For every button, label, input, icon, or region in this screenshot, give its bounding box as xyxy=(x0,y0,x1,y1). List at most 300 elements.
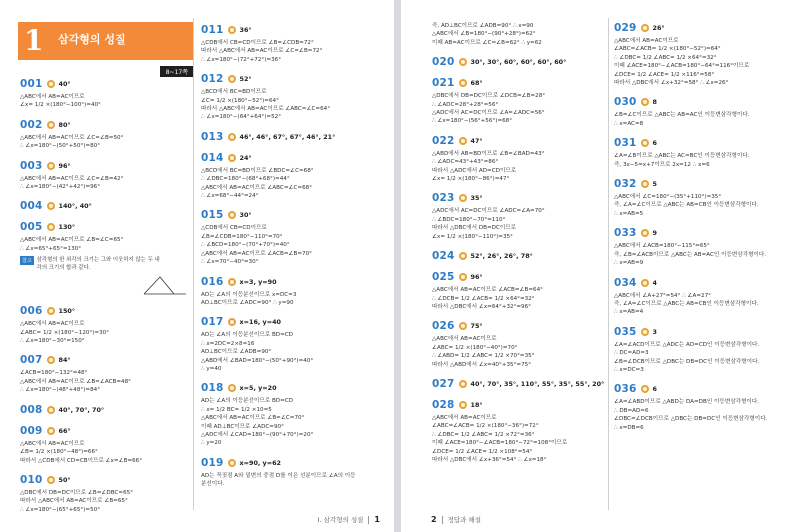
solution-line: △BCD에서 BC=BD이므로 xyxy=(201,89,267,96)
problem-number: 012 xyxy=(201,73,224,86)
problem-number: 001 xyxy=(20,78,43,90)
footer-divider xyxy=(368,516,369,524)
solution-line: △ABD에서 ∠BAD=180°−(50°+90°)=40° xyxy=(201,357,314,364)
problem xyxy=(20,160,195,192)
answer-dot-icon xyxy=(641,98,649,106)
problem xyxy=(201,24,391,64)
solution-line: △ABC에서 AB=AC이므로 xyxy=(20,94,85,100)
solution-line: ∠ABC=∠ACB= 1/2 ×(180°−52°)=64° xyxy=(614,46,721,53)
problem xyxy=(20,200,195,212)
solution-line: 따라서 △DBC에서 ∠x+32°=58° ∴ ∠x=26° xyxy=(614,80,729,87)
solution-line: ∠B=∠C이므로 △ABC는 AB=AC인 이등변삼각형이다. xyxy=(614,112,750,119)
problem-answer: x=3, y=90 xyxy=(239,277,277,286)
problem-answer: 5 xyxy=(652,180,657,189)
problem-answer: 40° xyxy=(58,80,71,88)
problem-answer: 40°, 70°, 35°, 110°, 55°, 35°, 55°, 20° xyxy=(470,379,605,388)
solution-line: 따라서 △ABC에서 AB=AC이므로 ∠ABC=∠C=64° xyxy=(201,106,331,113)
problem-header xyxy=(201,382,391,394)
solution-line: ∠x= 1/2 ×(180°−110°)=35° xyxy=(432,233,513,240)
problem-header xyxy=(614,383,792,395)
solution-line: △DBC에서 DB=DC이므로 ∠B=∠DBC=65° xyxy=(20,489,133,496)
note-box xyxy=(20,256,195,272)
solution-line: ∠ABC=∠ACB= 1/2 ×(180°−36°)=72° xyxy=(432,423,539,430)
problem-answer: 84° xyxy=(58,356,71,365)
solution-line: ∠A=∠ACD이므로 △ADC는 AD=CD인 이등변삼각형이다. xyxy=(614,341,760,348)
column-divider xyxy=(608,18,609,510)
solution-line: 따라서 △ABD에서 ∠x=40°+35°=75° xyxy=(432,361,531,368)
right-column-1 xyxy=(432,0,607,532)
problem-header xyxy=(432,56,607,68)
problem-number: 030 xyxy=(614,96,637,109)
solution-line: ∠DCE= 1/2 ∠ACE= 1/2 ×108°=54° xyxy=(432,448,533,455)
right-page xyxy=(401,0,795,532)
solution-line: ∴ ∠x=180°−(64°+64°)=52° xyxy=(201,114,281,121)
answer-dot-icon xyxy=(47,356,55,364)
problem xyxy=(432,320,607,369)
problem xyxy=(201,131,391,143)
solution-line: 따라서 △ADC에서 AD=CD이므로 xyxy=(432,167,517,174)
problem xyxy=(20,221,195,296)
left-column-2 xyxy=(201,0,391,532)
solution-line: ∴ x= 1/2 BC= 1/2 ×10=5 xyxy=(201,406,272,413)
problem-answer: 47° xyxy=(470,136,483,145)
solution-line: ∴ x=AB=9 xyxy=(614,260,644,267)
solution-line: △ABC에서 AB=AC이므로 ∠B=∠C=65° xyxy=(20,237,124,244)
problem-header xyxy=(201,73,391,85)
problem-header xyxy=(20,305,195,317)
solution-line: △ABC에서 AB=AC이므로 ∠B=∠ACB=48° xyxy=(20,378,131,385)
solution-line: 즉, ∠A=∠C이므로 △ABC는 AB=CB인 이등변삼각형이다. xyxy=(614,202,759,209)
problem-number: 013 xyxy=(201,130,224,143)
problem-header xyxy=(201,209,391,221)
problem-header xyxy=(201,457,391,469)
problem xyxy=(432,22,607,47)
footer-chapter: I. 삼각형의 성질 xyxy=(317,516,364,524)
solution-line: 이때 ∠ACE=180°−∠ACB=180°−64°=116°이므로 xyxy=(614,63,750,70)
answer-dot-icon xyxy=(47,223,55,231)
solution-line: ∴ y=20 xyxy=(201,440,222,447)
problem-header xyxy=(614,277,792,289)
problem-header xyxy=(614,96,792,108)
solution-line: 즉, ∠A=∠C이므로 △ABC는 AB=CB인 이등변삼각형이다. xyxy=(614,300,759,307)
answer-dot-icon xyxy=(47,427,55,435)
problem-number: 011 xyxy=(201,24,224,36)
left-column-1 xyxy=(20,0,195,532)
problem-number: 031 xyxy=(614,137,637,150)
problem xyxy=(201,276,391,308)
problem-number: 010 xyxy=(20,473,43,486)
problem-answer: 6 xyxy=(652,139,657,148)
problem xyxy=(201,457,391,489)
solution-line: ∴ ∠x=180°−(65°+65°)=50° xyxy=(20,506,100,513)
solution-line: ∠B=∠CDB=180°−110°=70° xyxy=(201,233,283,240)
problem-answer: 66° xyxy=(58,426,71,435)
problem-number: 024 xyxy=(432,250,455,263)
answer-dot-icon xyxy=(47,162,55,170)
problem-answer: 30° xyxy=(239,211,252,220)
solution-line: ∠ABC= 1/2 ×(180°−120°)=30° xyxy=(20,329,110,336)
answer-dot-icon xyxy=(228,459,236,467)
solution-line: △ABC에서 AB=AC이므로 xyxy=(20,440,85,447)
solution-line: ∴ ∠BCD=180°−(70°+70°)=40° xyxy=(201,242,290,249)
answer-dot-icon xyxy=(459,79,467,87)
answer-dot-icon xyxy=(641,139,649,147)
problem-answer: 6 xyxy=(652,385,657,394)
answer-dot-icon xyxy=(47,121,55,129)
problem xyxy=(432,192,607,241)
answer-dot-icon xyxy=(47,406,55,414)
solution-line: △ABC에서 ∠C=180°−(35°+110°)=35° xyxy=(614,194,722,201)
problem-answer: 36° xyxy=(239,26,252,34)
answer-dot-icon xyxy=(228,26,236,34)
problem-answer: 46°, 46°, 67°, 67°, 46°, 21° xyxy=(239,132,336,141)
solution-line: ∠B= 1/2 ×(180°−48°)=66° xyxy=(20,449,98,456)
problem-header xyxy=(432,135,607,147)
solution-line: ∴ x=2DC=2×8=16 xyxy=(201,340,255,347)
problem-answer: 35° xyxy=(470,194,483,203)
problem-number: 029 xyxy=(614,22,637,34)
section-pages: 8~17쪽 xyxy=(160,66,194,77)
solution-line: 따라서 △DBC에서 ∠x=64°+32°=96° xyxy=(432,303,531,310)
problem xyxy=(432,399,607,464)
problem-number: 021 xyxy=(432,77,455,90)
problem-number: 009 xyxy=(20,424,43,437)
problem-header xyxy=(20,119,195,131)
problem-number: 033 xyxy=(614,227,637,240)
problem-header xyxy=(20,474,195,486)
answer-dot-icon xyxy=(641,229,649,237)
problem-header xyxy=(20,200,195,212)
problem xyxy=(20,354,195,394)
solution-line: ∠A=∠B이므로 △ABC는 AC=BC인 이등변삼각형이다. xyxy=(614,153,750,160)
solution-line: ∴ x=DB=6 xyxy=(614,424,644,431)
problem-number: 034 xyxy=(614,276,637,289)
solution-line: △ABC에서 ∠ACB=180°−115°=65° xyxy=(614,243,710,250)
solution-line: ∴ ∠x=180°−(56°+56°)=68° xyxy=(432,118,512,125)
solution-line: AD는 ∠A의 이등분선이므로 BD=CD xyxy=(201,332,293,339)
solution-line: 즉, 3x−5=x+7이므로 2x=12 ∴ x=6 xyxy=(614,161,710,168)
answer-dot-icon xyxy=(641,279,649,287)
solution-line: 이때 ∠ACE=180°−∠ACB=180°−72°=108°이므로 xyxy=(432,440,568,447)
solution-line: ∴ ∠x=180°−30°=150° xyxy=(20,338,85,345)
solution-line: AD는 ∠A의 이등분선이므로 BD=CD xyxy=(201,398,293,405)
problem xyxy=(20,305,195,345)
problem-number: 023 xyxy=(432,192,455,205)
problem-number: 020 xyxy=(432,56,455,69)
problem-header xyxy=(432,77,607,89)
left-page xyxy=(0,0,394,532)
problem-number: 004 xyxy=(20,200,43,213)
answer-dot-icon xyxy=(459,137,467,145)
problem-answer: x=16, y=40 xyxy=(239,318,281,327)
solution-line: ∴ ∠DCB= 1/2 ∠ACB= 1/2 ×64°=32° xyxy=(432,295,535,302)
answer-dot-icon xyxy=(459,322,467,330)
answer-dot-icon xyxy=(228,384,236,392)
answer-dot-icon xyxy=(641,180,649,188)
solution-line: ∠DCE= 1/2 ∠ACE= 1/2 ×116°=58° xyxy=(614,71,715,78)
problem-header xyxy=(432,192,607,204)
problem-number: 002 xyxy=(20,118,43,131)
answer-dot-icon xyxy=(47,80,55,88)
problem-answer: 96° xyxy=(58,161,71,170)
answer-dot-icon xyxy=(459,380,467,388)
problem xyxy=(614,227,792,267)
answer-dot-icon xyxy=(47,476,55,484)
problem-answer: 75° xyxy=(470,322,483,331)
problem-number: 036 xyxy=(614,383,637,396)
solution-line: 이때 AD⊥BC이므로 ∠ADC=90° xyxy=(201,423,284,430)
problem-answer: 130° xyxy=(58,223,76,232)
problem xyxy=(201,73,391,122)
solution-line: △CDB에서 CB=CD이므로 ∠B=∠CDB=72° xyxy=(201,40,314,46)
solution-line: ∠x= 1/2 ×(180°−100°)=40° xyxy=(20,102,101,109)
problem-answer: 24° xyxy=(239,153,252,162)
solution-line: ∴ x=AB=4 xyxy=(614,309,644,316)
problem-answer: 68° xyxy=(470,79,483,88)
solution-line: AD는 ∠A의 이등분선이므로 x=DC=3 xyxy=(201,291,297,298)
solution-line: ∠DBC=∠DCB이므로 △DBC는 DB=DC인 이등변삼각형이다. xyxy=(614,416,768,423)
solution-line: ∴ y=40 xyxy=(201,365,222,372)
problem-header xyxy=(20,404,195,416)
section-number: 1 xyxy=(24,24,44,57)
solution-line: ∠A=∠ABD이므로 △ABD는 DA=DB인 이등변삼각형이다. xyxy=(614,399,760,406)
solution-line: ∴ ∠ABD= 1/2 ∠ABC= 1/2 ×70°=35° xyxy=(432,353,535,360)
answer-dot-icon xyxy=(228,278,236,286)
problem-header xyxy=(614,178,792,190)
solution-line: ∴ ∠x=70°−40°=30° xyxy=(201,259,259,266)
solution-line: ∠B=∠DCB이므로 △DBC는 DB=DC인 이등변삼각형이다. xyxy=(614,358,760,365)
problem-number: 025 xyxy=(432,271,455,284)
problem-header xyxy=(432,320,607,332)
answer-dot-icon xyxy=(641,24,649,32)
answer-dot-icon xyxy=(228,318,236,326)
answer-dot-icon xyxy=(459,194,467,202)
problem-answer: 140°, 40° xyxy=(58,202,92,211)
problem xyxy=(432,77,607,126)
problem xyxy=(614,277,792,317)
answer-dot-icon xyxy=(641,385,649,393)
problem-header xyxy=(20,425,195,437)
page-number: 2 xyxy=(431,515,437,524)
page-number: 1 xyxy=(374,515,380,524)
problem xyxy=(614,178,792,218)
footer-right xyxy=(431,515,481,524)
note-tag: 참고 xyxy=(22,258,32,265)
problem xyxy=(20,425,195,465)
solution-line: ∴ ∠x=68°−44°=24° xyxy=(201,193,259,200)
problem-number: 007 xyxy=(20,354,43,367)
problem xyxy=(432,250,607,262)
solution-line: △ABC에서 AB=AC이므로 xyxy=(432,414,497,421)
answer-dot-icon xyxy=(459,58,467,66)
solution-line: ∠ABC= 1/2 ×(180°−40°)=70° xyxy=(432,344,518,351)
problem-number: 017 xyxy=(201,316,224,329)
problem-header xyxy=(201,24,391,36)
problem-header xyxy=(20,160,195,172)
solution-line: △ABC에서 AB=AC이므로 ∠ACB=∠B=70° xyxy=(201,250,312,257)
answer-dot-icon xyxy=(459,401,467,409)
problem-answer: 40°, 70°, 70° xyxy=(58,405,105,414)
solution-line: ∴ ∠x=180°−(72°+72°)=36° xyxy=(201,56,281,63)
solution-line: △ABC에서 AB=AC이므로 ∠C=∠B=50° xyxy=(20,134,124,141)
answer-dot-icon xyxy=(641,328,649,336)
problem-header xyxy=(432,378,607,390)
problem xyxy=(614,22,792,87)
solution-line: AD⊥BC이므로 ∠ADB=90° xyxy=(201,349,272,356)
problem-number: 003 xyxy=(20,159,43,172)
problem xyxy=(432,378,607,390)
solution-line: ∴ x=DC=3 xyxy=(614,366,644,373)
problem-answer: 30°, 30°, 60°, 60°, 60°, 60° xyxy=(470,58,567,67)
solution-line: △ABC에서 AB=AC이므로 ∠ACB=∠B=64° xyxy=(432,287,543,294)
problem-answer: x=90, y=62 xyxy=(239,458,281,467)
problem xyxy=(201,152,391,201)
problem-header xyxy=(201,131,391,143)
problem-answer: 8 xyxy=(652,98,657,107)
problem-header xyxy=(614,22,792,34)
right-column-2 xyxy=(614,0,792,532)
problem-number: 015 xyxy=(201,209,224,222)
solution-line: △ADC에서 AC=DC이므로 ∠ADC=∠A=70° xyxy=(432,208,545,215)
solution-line: ∠ACB=180°−132°=48° xyxy=(20,370,88,377)
solution-line: 따라서 △DBC에서 DB=DC이므로 xyxy=(432,225,517,232)
problem-answer: 4 xyxy=(652,278,657,287)
problem xyxy=(20,119,195,151)
problem-number: 035 xyxy=(614,325,637,338)
problem-header xyxy=(614,137,792,149)
solution-line: ∠x= 1/2 ×(180°−86°)=47° xyxy=(432,176,510,183)
problem-answer: 3 xyxy=(652,327,657,336)
solution-line: △BCD에서 BC=BD이므로 ∠BDC=∠C=68° xyxy=(201,167,314,174)
solution-line: ∴ ∠DBC= 1/2 ∠ABC= 1/2 ×72°=36° xyxy=(432,431,535,438)
solution-line: ∴ ∠BDC=180°−70°=110° xyxy=(432,216,506,223)
answer-dot-icon xyxy=(228,133,236,141)
solution-line: △ABD에서 AB=BD이므로 ∠B=∠BAD=43° xyxy=(432,150,545,157)
problem xyxy=(432,56,607,68)
solution-line: △ABC에서 AB=AC이므로 ∠ABC=∠C=68° xyxy=(201,184,313,191)
answer-dot-icon xyxy=(47,202,55,210)
problem-number: 006 xyxy=(20,305,43,318)
problem-answer: 52°, 26°, 26°, 78° xyxy=(470,252,533,261)
column-divider xyxy=(193,18,194,510)
answer-dot-icon xyxy=(459,252,467,260)
problem-header xyxy=(201,276,391,288)
solution-line: △ABC에서 AB=AC이므로 ∠B=∠C=70° xyxy=(201,415,305,422)
solution-line: ∴ ∠x=180°−(48°+48°)=84° xyxy=(20,387,100,394)
problem-answer: 150° xyxy=(58,307,76,316)
problem xyxy=(20,78,195,110)
answer-dot-icon xyxy=(228,211,236,219)
problem-header xyxy=(20,221,195,233)
problem-number: 016 xyxy=(201,275,224,288)
problem-number: 026 xyxy=(432,320,455,333)
solution-line: ∴ DC=AD=3 xyxy=(614,350,649,357)
problem-number: 032 xyxy=(614,178,637,191)
solution-line: △DBC에서 DB=DC이므로 ∠DCB=∠B=28° xyxy=(432,93,546,100)
problem-header xyxy=(432,250,607,262)
solution-line: ∴ ∠DBC= 1/2 ∠ABC= 1/2 ×64°=32° xyxy=(614,54,717,61)
answer-dot-icon xyxy=(228,154,236,162)
solution-line: 이때 AB=AC이므로 ∠C=∠B=62° ∴ y=62 xyxy=(432,39,542,46)
solution-line: 따라서 △ABC에서 AB=AC이므로 ∠C=∠B=72° xyxy=(201,48,323,55)
solution-line: AD는 꼭짓점 A와 밑변의 중점 D를 이은 선분이므로 ∠A의 이등 xyxy=(201,472,356,479)
answer-dot-icon xyxy=(228,75,236,83)
solution-line: △ABC에서 ∠B=180°−(90°+28°)=62° xyxy=(432,31,536,38)
problem-answer: 26° xyxy=(652,24,665,32)
solution-line: ∴ x=AC=8 xyxy=(614,120,644,127)
problem-answer: 9 xyxy=(652,229,657,238)
problem-header xyxy=(20,78,195,90)
solution-line: ∴ ∠x=65°+65°=130° xyxy=(20,245,82,252)
solution-line: ∴ ∠DBC=180°−(68°+68°)=44° xyxy=(201,176,290,183)
problem-number: 014 xyxy=(201,151,224,164)
solution-line: ∠C= 1/2 ×(180°−52°)=64° xyxy=(201,97,279,104)
solution-line: △ABC에서 AB=AC이므로 xyxy=(614,38,679,44)
problem-number: 005 xyxy=(20,221,43,234)
solution-line: 따라서 △ABC에서 AB=AC이므로 ∠B=65° xyxy=(20,498,128,505)
book-gutter xyxy=(394,0,401,532)
problem xyxy=(614,137,792,169)
footer-book-title: 정답과 해설 xyxy=(447,516,482,524)
solution-line: ∴ ∠ADC=43°+43°=86° xyxy=(432,159,499,166)
problem-header xyxy=(614,326,792,338)
problem-header xyxy=(20,354,195,366)
solution-line: △ABC에서 AB=AC이므로 xyxy=(432,336,497,343)
note-text: 삼각형의 한 외각의 크기는 그와 이웃하지 않는 두 내각의 크기의 합과 같다. xyxy=(36,257,160,272)
solution-line: AD⊥BC이므로 ∠ADC=90° ∴ y=90 xyxy=(201,299,294,306)
exterior-angle-diagram xyxy=(140,274,188,296)
solution-line: △ADC에서 AC=DC이므로 ∠A=∠ADC=56° xyxy=(432,110,545,117)
solution-line: ∴ ∠x=180°−(42°+42°)=96° xyxy=(20,184,100,191)
problem-number: 018 xyxy=(201,382,224,395)
problem xyxy=(614,383,792,432)
problem xyxy=(432,271,607,311)
solution-line: △ADC에서 ∠CAD=180°−(90°+70°)=20° xyxy=(201,431,314,438)
problem-answer: 50° xyxy=(58,475,71,484)
problem-header xyxy=(432,399,607,411)
answer-dot-icon xyxy=(47,307,55,315)
solution-line: ∴ ∠ADC=28°+28°=56° xyxy=(432,101,499,108)
problem-answer: 18° xyxy=(470,400,483,409)
problem xyxy=(614,326,792,375)
footer-left xyxy=(318,515,380,524)
answer-dot-icon xyxy=(459,273,467,281)
solution-line: ∴ DB=AD=6 xyxy=(614,407,649,414)
problem-header xyxy=(201,152,391,164)
problem-number: 019 xyxy=(201,456,224,469)
problem-answer: 80° xyxy=(58,120,71,129)
problem-number: 022 xyxy=(432,134,455,147)
solution-line: 분선이다. xyxy=(201,481,225,488)
problem xyxy=(20,474,195,514)
solution-line: △ABC에서 AB=AC이므로 xyxy=(20,321,85,328)
solution-line: 즉, ∠B=∠ACB이므로 △ABC는 AB=AC인 이등변삼각형이다. xyxy=(614,251,767,258)
problem-number: 028 xyxy=(432,398,455,411)
solution-line: ∴ x=AB=5 xyxy=(614,210,644,217)
problem xyxy=(20,404,195,416)
solution-line: △ABC에서 AB=AC이므로 ∠C=∠B=42° xyxy=(20,175,124,182)
problem-answer: x=5, y=20 xyxy=(239,384,277,393)
problem-answer: 96° xyxy=(470,273,483,282)
problem-header xyxy=(432,271,607,283)
footer-divider xyxy=(442,516,443,524)
problem-answer: 52° xyxy=(239,75,252,84)
solution-line: ∴ ∠x=180°−(50°+50°)=80° xyxy=(20,143,100,150)
solution-line: 즉, AD⊥BC이므로 ∠ADB=90° ∴ x=90 xyxy=(432,23,534,29)
solution-line: △ABC에서 ∠A+27°=54° ∴ ∠A=27° xyxy=(614,292,711,299)
solution-line: 따라서 △DBC에서 ∠x+36°=54° ∴ ∠x=18° xyxy=(432,456,547,463)
problem xyxy=(201,316,391,373)
